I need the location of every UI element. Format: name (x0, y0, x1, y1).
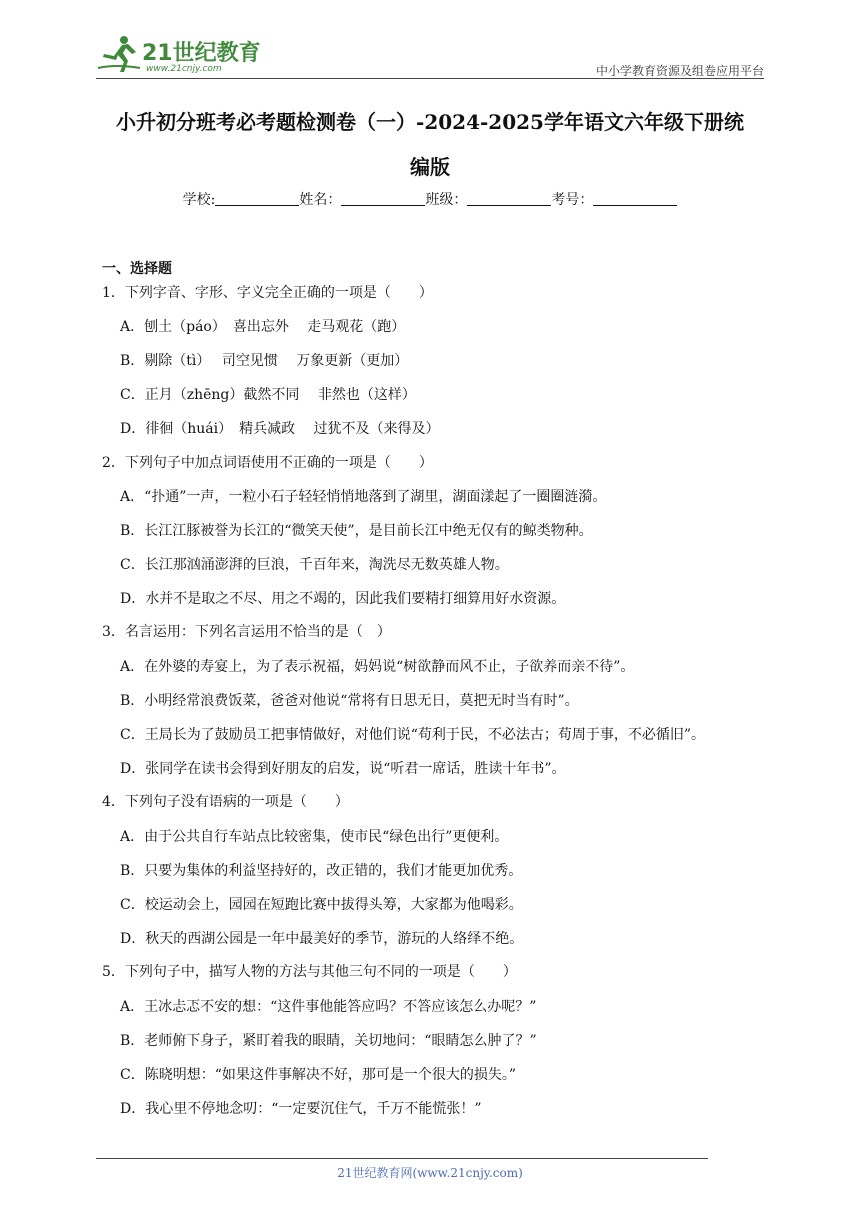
runner-logo-icon (96, 34, 142, 74)
answer-option: D．徘徊（huái） 精兵减政 过犹不及（来得及） (120, 421, 440, 437)
answer-option: C．王局长为了鼓励员工把事情做好，对他们说“苟利于民，不必法古；苟周于事，不必循旧”。 (120, 727, 706, 743)
logo-text: 21世纪教育 (142, 41, 261, 66)
answer-option: A．由于公共自行车站点比较密集，使市民“绿色出行”更便利。 (120, 829, 509, 845)
page-header (96, 34, 764, 78)
exam-no-blank (593, 191, 677, 206)
answer-option: B．老师俯下身子，紧盯着我的眼睛，关切地问：“眼睛怎么肿了？” (120, 1033, 537, 1049)
answer-option: B．长江江豚被誉为长江的“微笑天使”，是目前长江中绝无仅有的鲸类物种。 (120, 523, 593, 539)
answer-option: D．秋天的西湖公园是一年中最美好的季节，游玩的人络绎不绝。 (120, 931, 524, 947)
answer-option: B．小明经常浪费饭菜，爸爸对他说“常将有日思无日，莫把无时当有时”。 (120, 693, 579, 709)
answer-option: B．只要为集体的利益坚持好的，改正错的，我们才能更加优秀。 (120, 863, 523, 879)
question-stem: 1．下列字音、字形、字义完全正确的一项是（ ） (102, 285, 433, 301)
logo-url: www.21cnjy.com (146, 64, 222, 74)
answer-option: A．刨土（páo） 喜出忘外 走马观花（跑） (120, 319, 406, 335)
header-divider (96, 78, 764, 79)
answer-option: C．正月（zhēng）截然不同 非然也（这样） (120, 387, 416, 403)
name-label: 姓名： (299, 192, 342, 208)
page-title-line2: 编版 (410, 155, 450, 179)
exam-no-label: 考号： (551, 192, 594, 208)
answer-option: D．张同学在读书会得到好朋友的启发，说“听君一席话，胜读十年书”。 (120, 761, 566, 777)
question-stem: 5．下列句子中，描写人物的方法与其他三句不同的一项是（ ） (102, 964, 517, 980)
school-label: 学校: (182, 192, 216, 208)
name-blank (341, 191, 425, 206)
answer-option: A．在外婆的寿宴上，为了表示祝福，妈妈说“树欲静而风不止，子欲养而亲不待”。 (120, 659, 635, 675)
student-info (0, 189, 860, 209)
answer-option: A．“扑通”一声，一粒小石子轻轻悄悄地落到了湖里，湖面漾起了一圈圈涟漪。 (120, 489, 607, 505)
answer-option: C．长江那汹涌澎湃的巨浪，千百年来，淘洗尽无数英雄人物。 (120, 557, 509, 573)
footer-divider (96, 1158, 708, 1159)
logo (96, 34, 266, 78)
answer-option: C．校运动会上，园园在短跑比赛中拔得头筹，大家都为他喝彩。 (120, 897, 523, 913)
platform-name: 中小学教育资源及组卷应用平台 (595, 64, 764, 78)
class-blank (467, 191, 551, 206)
page-title-line1: 小升初分班考必考题检测卷（一）-2024-2025学年语文六年级下册统 (116, 110, 744, 134)
answer-option: C．陈晓明想：“如果这件事解决不好，那可是一个很大的损失。” (120, 1067, 517, 1083)
answer-option: D．我心里不停地念叨：“一定要沉住气，千万不能慌张！” (120, 1101, 482, 1117)
page-footer: 21世纪教育网(www.21cnjy.com) (337, 1166, 523, 1180)
question-stem: 4．下列句子没有语病的一项是（ ） (102, 794, 349, 810)
class-label: 班级： (425, 192, 468, 208)
answer-option: D．水并不是取之不尽、用之不竭的，因此我们要精打细算用好水资源。 (120, 591, 566, 607)
question-stem: 3．名言运用：下列名言运用不恰当的是（ ） (102, 624, 391, 640)
answer-option: A．王冰忐忑不安的想：“这件事他能答应吗？不答应该怎么办呢？” (120, 999, 537, 1015)
section-heading: 一、选择题 (102, 261, 172, 277)
question-stem: 2．下列句子中加点词语使用不正确的一项是（ ） (102, 455, 433, 471)
answer-option: B．剔除（tì） 司空见惯 万象更新（更加） (120, 353, 409, 369)
school-blank (215, 191, 299, 206)
